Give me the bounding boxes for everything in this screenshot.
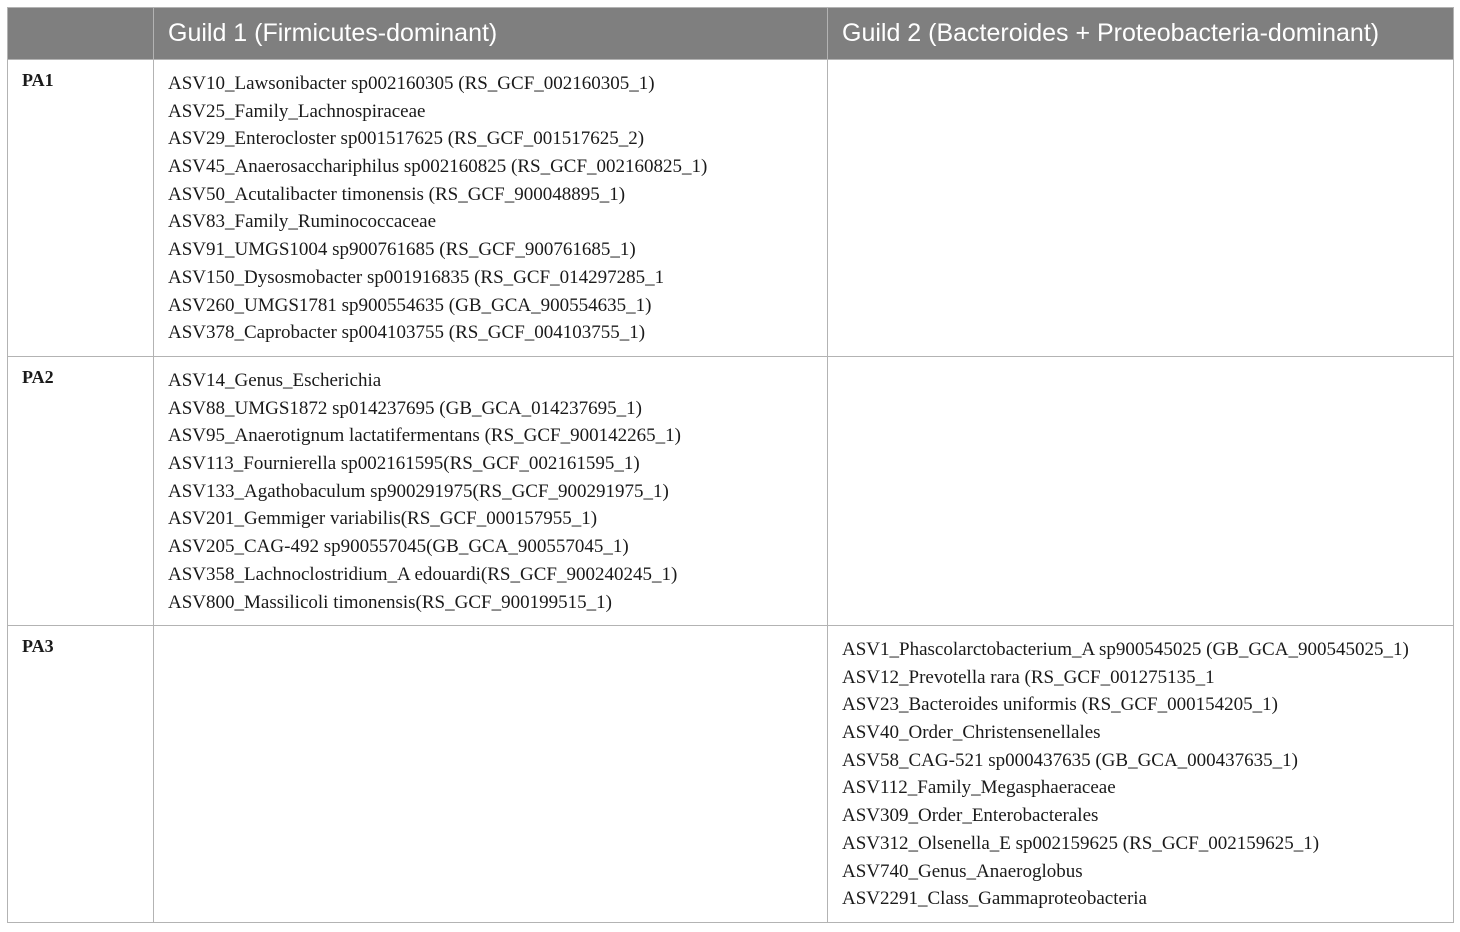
guild2-cell [828,60,1454,357]
guild1-cell [154,626,828,923]
guild-table [7,7,1454,923]
guild1-cell [154,60,828,357]
guild2-cell [828,626,1454,923]
header-cell-row-label [8,8,154,60]
asv-entry: ASV378_Caprobacter sp004103755 (RS_GCF_004103755_1) [168,322,646,344]
asv-entry: ASV133_Agathobaculum sp900291975(RS_GCF_900291975_1) [168,480,669,502]
asv-entry: ASV83_Family_Ruminococcaceae [168,211,437,233]
asv-entry: ASV23_Bacteroides uniformis (RS_GCF_000154205_1) [842,694,1278,716]
row-label-cell: PA3 [8,626,154,923]
asv-entry: ASV50_Acutalibacter timonensis (RS_GCF_900048895_1) [168,183,626,205]
asv-entry: ASV113_Fournierella sp002161595(RS_GCF_002161595_1) [168,453,640,475]
guild1-cell [154,357,828,626]
asv-entry: ASV88_UMGS1872 sp014237695 (GB_GCA_014237695_1) [168,397,642,419]
header-row [8,8,1454,60]
guild2-cell [828,357,1454,626]
asv-entry: ASV25_Family_Lachnospiraceae [168,100,426,122]
asv-entry: ASV40_Order_Christensenellales [842,722,1101,744]
asv-entry: ASV45_Anaerosacchariphilus sp002160825 (RS_GCF_002160825_1) [168,156,708,178]
table-row [8,357,1454,626]
asv-entry: ASV1_Phascolarctobacterium_A sp900545025 (GB_GCA_900545025_1) [842,639,1409,660]
asv-entry: ASV800_Massilicoli timonensis(RS_GCF_900199515_1) [168,591,612,613]
table-body [8,60,1454,923]
asv-entry: ASV309_Order_Enterobacterales [842,805,1099,827]
header-cell-guild1: Guild 1 (Firmicutes-dominant) [154,8,828,60]
header-cell-guild2: Guild 2 (Bacteroides + Proteobacteria-dominant) [828,8,1454,60]
asv-entry: ASV150_Dysosmobacter sp001916835 (RS_GCF_014297285_1 [168,266,665,288]
asv-entry: ASV358_Lachnoclostridium_A edouardi(RS_GCF_900240245_1) [168,563,678,585]
asv-entry: ASV205_CAG-492 sp900557045(GB_GCA_900557045_1) [168,536,629,558]
asv-entry: ASV12_Prevotella rara (RS_GCF_001275135_1 [842,666,1215,688]
asv-entry: ASV29_Enterocloster sp001517625 (RS_GCF_001517625_2) [168,128,645,150]
asv-entry: ASV740_Genus_Anaeroglobus [842,860,1083,882]
asv-entry: ASV2291_Class_Gammaproteobacteria [842,888,1147,910]
asv-entry: ASV201_Gemmiger variabilis(RS_GCF_000157955_1) [168,508,598,530]
asv-entry: ASV58_CAG-521 sp000437635 (GB_GCA_000437635_1) [842,749,1299,771]
asv-entry: ASV312_Olsenella_E sp002159625 (RS_GCF_002159625_1) [842,832,1320,854]
asv-entry: ASV10_Lawsonibacter sp002160305 (RS_GCF_002160305_1) [168,73,655,94]
asv-entry: ASV91_UMGS1004 sp900761685 (RS_GCF_900761685_1) [168,239,636,261]
asv-entry: ASV112_Family_Megasphaeraceae [842,777,1116,799]
table-row [8,60,1454,357]
asv-entry: ASV260_UMGS1781 sp900554635 (GB_GCA_900554635_1) [168,294,652,316]
table-row [8,626,1454,923]
asv-entry: ASV14_Genus_Escherichia [168,370,382,391]
asv-entry: ASV95_Anaerotignum lactatifermentans (RS_GCF_900142265_1) [168,425,681,447]
row-label-cell: PA1 [8,60,154,357]
row-label-cell: PA2 [8,357,154,626]
data-table-container [7,7,1453,923]
